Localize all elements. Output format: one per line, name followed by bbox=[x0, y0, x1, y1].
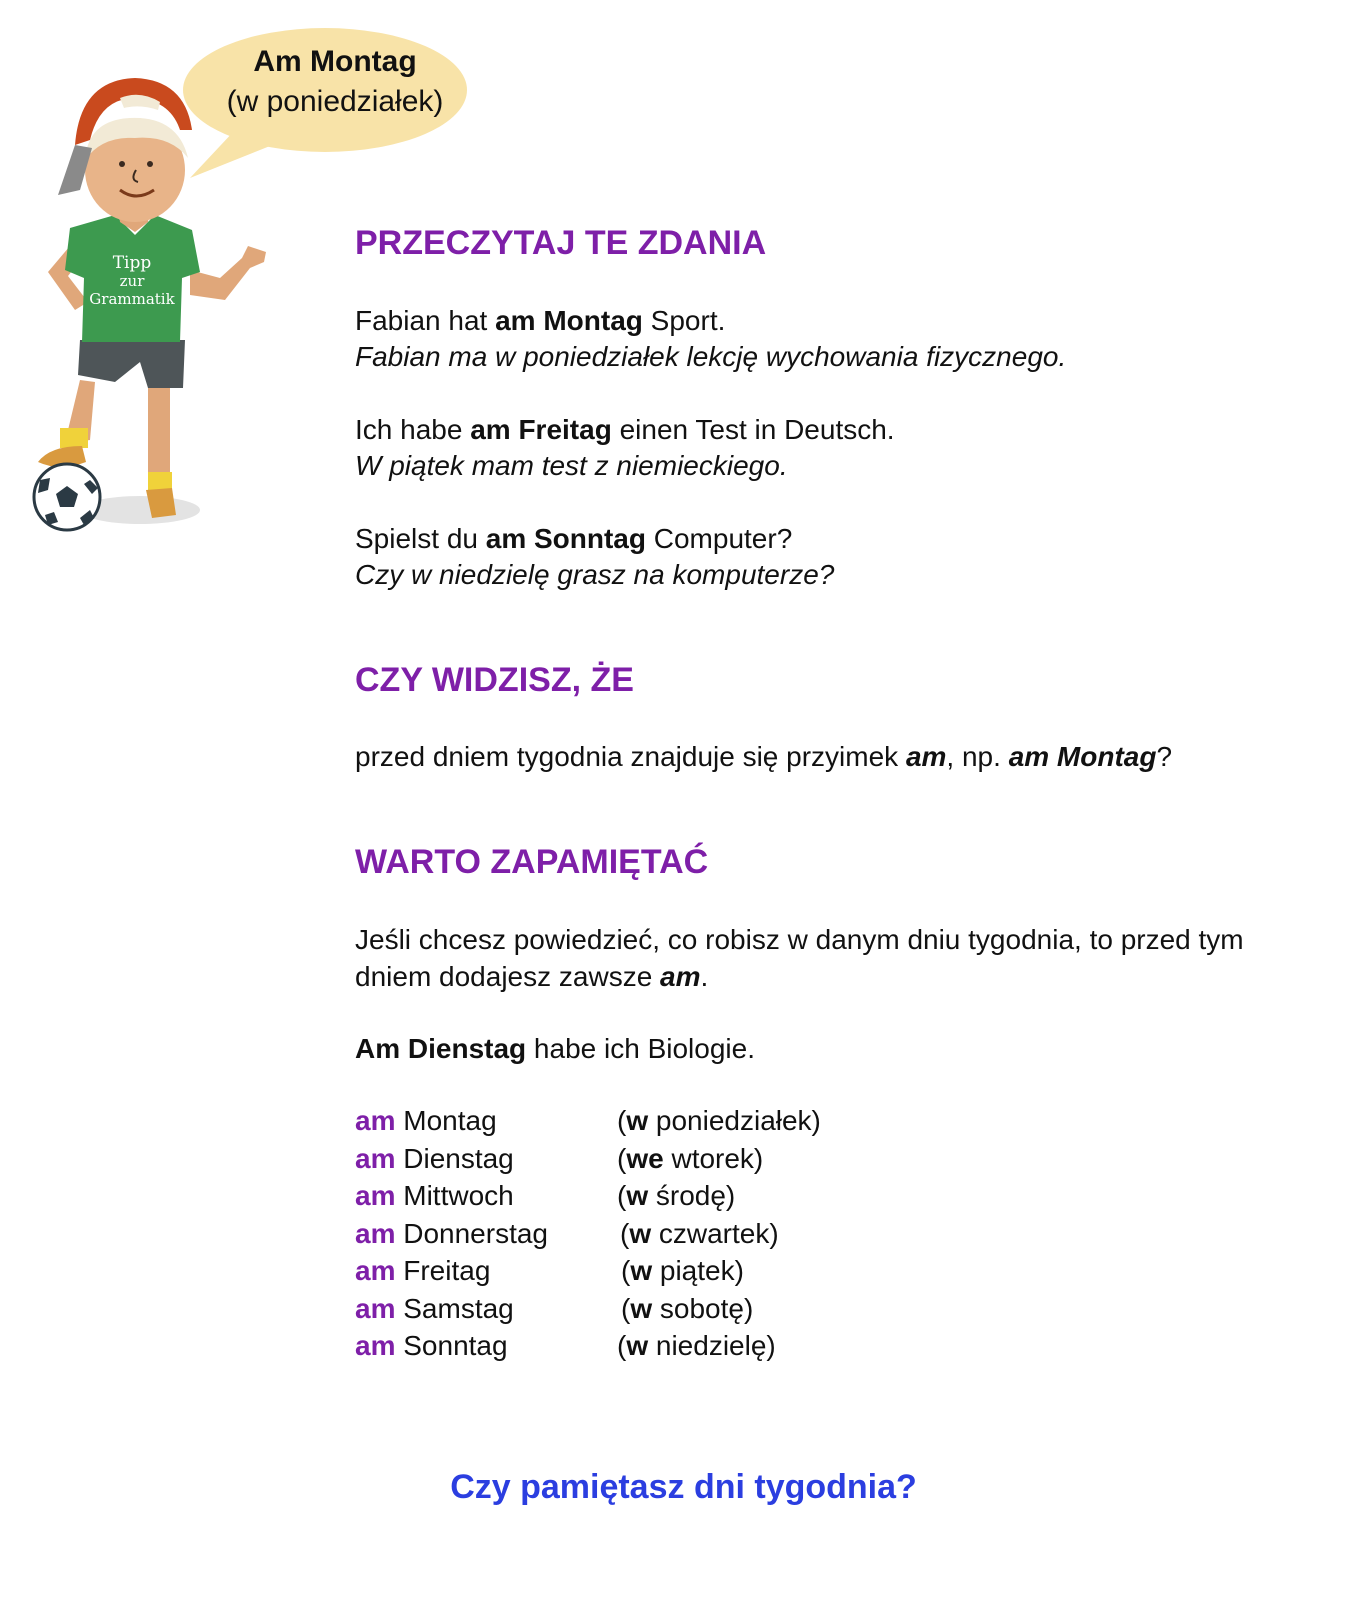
prep-pl: w bbox=[630, 1292, 653, 1324]
sentence-text: Sport. bbox=[642, 305, 726, 336]
day-pl: niedzielę) bbox=[648, 1330, 776, 1361]
day-pl: czwartek) bbox=[651, 1217, 779, 1249]
sentence-de-3 bbox=[355, 520, 792, 557]
am-prefix: am bbox=[355, 1292, 396, 1324]
day-pl: środę) bbox=[648, 1180, 736, 1211]
am-prefix: am bbox=[355, 1217, 396, 1249]
paren: ( bbox=[617, 1105, 627, 1136]
heading-do-you-see: CZY WIDZISZ, ŻE bbox=[355, 661, 634, 699]
footer-question-link[interactable]: Czy pamiętasz dni tygodnia? bbox=[450, 1468, 917, 1506]
prep-pl: w bbox=[630, 1255, 653, 1286]
translation-text: Czy w niedzielę grasz na komputerze? bbox=[355, 559, 835, 590]
shirt-text-1: Tipp bbox=[112, 253, 152, 273]
sentence-pl-2 bbox=[355, 447, 788, 484]
prep-pl: w bbox=[626, 1180, 649, 1211]
sentence-bold: am Sonntag bbox=[485, 523, 646, 554]
sentence-text: Fabian hat bbox=[355, 305, 496, 336]
sentence-de-1 bbox=[355, 302, 725, 339]
day-pl: piątek) bbox=[652, 1255, 744, 1286]
heading-read-sentences: PRZECZYTAJ TE ZDANIA bbox=[355, 224, 767, 262]
prep-pl: w bbox=[626, 1105, 649, 1136]
shirt-text-3: Grammatik bbox=[89, 290, 175, 308]
bubble-line-2: (w poniedziałek) bbox=[226, 85, 444, 118]
day-de: Montag bbox=[395, 1105, 497, 1136]
paren: ( bbox=[621, 1255, 631, 1286]
emphasis: am bbox=[660, 961, 701, 992]
sentence-text: Ich habe bbox=[355, 414, 471, 445]
paren: ( bbox=[621, 1292, 631, 1324]
text-part: . bbox=[700, 961, 709, 992]
sentence-bold: am Freitag bbox=[470, 414, 612, 445]
paren: ( bbox=[617, 1142, 627, 1174]
example-text: habe ich Biologie. bbox=[526, 1033, 755, 1064]
day-pl: wtorek) bbox=[663, 1142, 764, 1174]
am-prefix: am bbox=[355, 1330, 396, 1361]
am-prefix: am bbox=[355, 1255, 396, 1286]
sentence-text: Spielst du bbox=[355, 523, 486, 554]
am-prefix: am bbox=[355, 1105, 396, 1136]
prep-pl: we bbox=[626, 1142, 664, 1174]
sentence-text: Computer? bbox=[645, 523, 793, 554]
translation-text: W piątek mam test z niemieckiego. bbox=[355, 450, 788, 481]
translation-text: Fabian ma w poniedziałek lekcję wychowania fizycznego. bbox=[355, 341, 1067, 372]
am-prefix: am bbox=[355, 1180, 396, 1211]
sentence-bold: am Montag bbox=[495, 305, 643, 336]
sentence-text: einen Test in Deutsch. bbox=[611, 414, 895, 445]
emphasis: am Montag bbox=[1008, 741, 1157, 772]
day-de: Samstag bbox=[395, 1292, 514, 1324]
bubble-line-1: Am Montag bbox=[253, 45, 417, 78]
prep-pl: w bbox=[629, 1217, 652, 1249]
paren: ( bbox=[617, 1180, 627, 1211]
sentence-pl-3 bbox=[355, 556, 834, 593]
prep-pl: w bbox=[626, 1330, 649, 1361]
heading-remember: WARTO ZAPAMIĘTAĆ bbox=[355, 843, 709, 881]
shirt-text-2: zur bbox=[119, 272, 145, 290]
example-sentence bbox=[355, 1030, 755, 1067]
day-de: Sonntag bbox=[395, 1330, 508, 1361]
rule-paragraph bbox=[355, 921, 1295, 995]
text-part: Jeśli chcesz powiedzieć, co robisz w danym dniu tygodnia, to przed tym dniem dodajesz zawsze bbox=[355, 924, 1244, 992]
speech-bubble bbox=[190, 42, 480, 122]
day-pl: poniedziałek) bbox=[648, 1105, 821, 1136]
day-de: Donnerstag bbox=[395, 1217, 549, 1249]
day-de: Freitag bbox=[395, 1255, 491, 1286]
text-part: przed dniem tygodnia znajduje się przyimek bbox=[355, 741, 906, 772]
day-de: Mittwoch bbox=[395, 1180, 514, 1211]
sentence-de-2 bbox=[355, 411, 895, 448]
text-part: , np. bbox=[946, 741, 1009, 772]
sentence-pl-1 bbox=[355, 338, 1066, 375]
day-pl: sobotę) bbox=[652, 1292, 754, 1324]
day-de: Dienstag bbox=[395, 1142, 514, 1174]
paren: ( bbox=[620, 1217, 630, 1249]
text-part: ? bbox=[1156, 741, 1173, 772]
example-bold: Am Dienstag bbox=[355, 1033, 527, 1064]
emphasis: am bbox=[905, 741, 947, 772]
observation-text bbox=[355, 738, 1172, 775]
paren: ( bbox=[617, 1330, 627, 1361]
am-prefix: am bbox=[355, 1142, 396, 1174]
